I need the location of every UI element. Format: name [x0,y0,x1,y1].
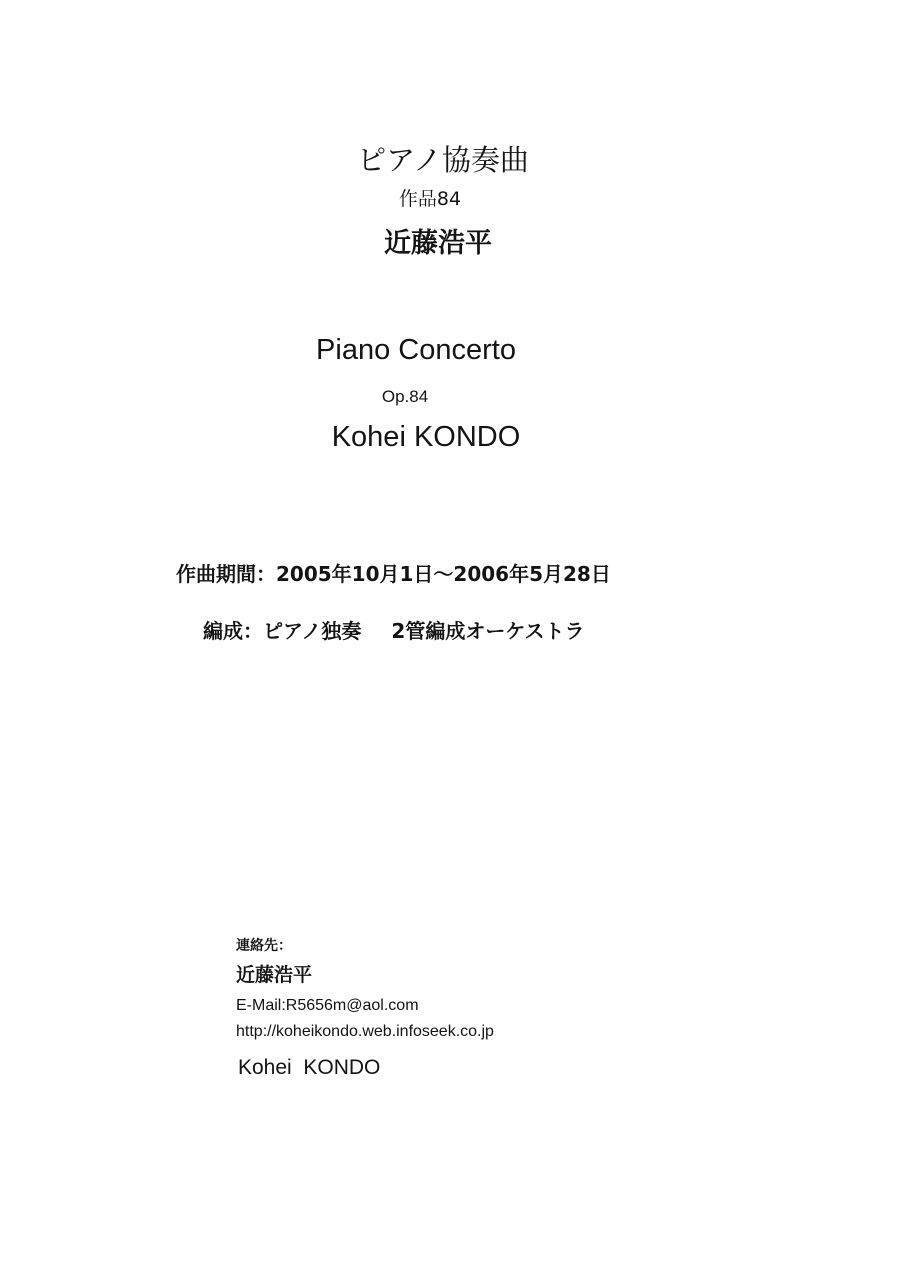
composition-period: 作曲期間：2005年10月1日～2006年5月28日 [176,562,611,586]
japanese-title: ピアノ協奏曲 [357,143,529,177]
english-composer-name: Kohei KONDO [331,421,521,453]
japanese-opus-number: 作品84 [398,188,462,210]
instrumentation [203,621,585,641]
contact-email: E-Mail:R5656m@aol.com [236,997,419,1014]
instrumentation-solo: 編成：ピアノ独奏 [203,619,362,643]
english-opus-number: Op.84 [381,387,429,406]
japanese-composer-name: 近藤浩平 [384,228,492,259]
contact-label: 連絡先： [236,938,292,954]
contact-name-english: Kohei KONDO [238,1056,381,1079]
instrumentation-orchestra: 2管編成オーケストラ [391,619,585,643]
contact-url: http://koheikondo.web.infoseek.co.jp [236,1023,494,1040]
contact-name-japanese: 近藤浩平 [236,964,313,986]
english-title: Piano Concerto [316,334,516,366]
